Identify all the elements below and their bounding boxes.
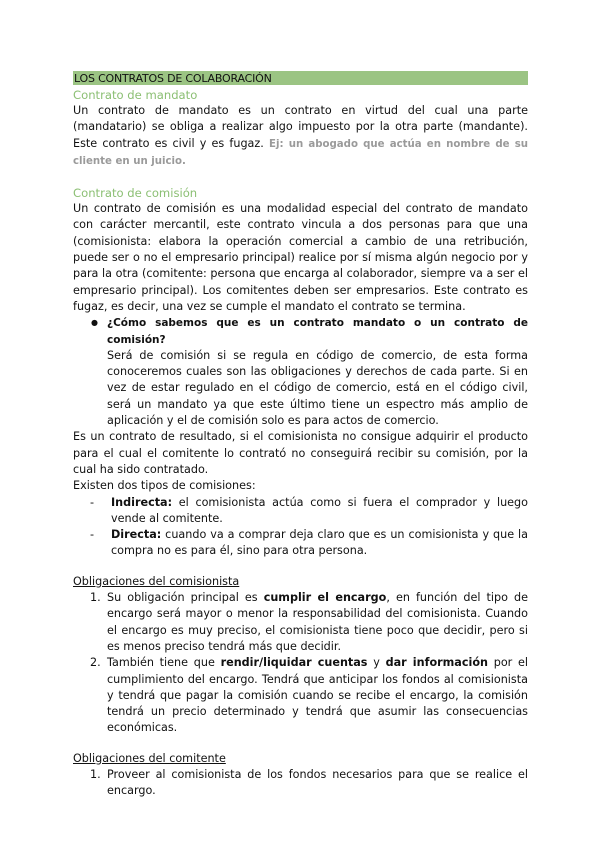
list-number: 1.: [90, 591, 101, 605]
item-text: Proveer al comisionista de los fondos necesarios para que se realice el encargo.: [107, 767, 528, 798]
text-directa: cuando va a comprar deja claro que es un comisionista y que la compra no es para él, sino para otra persona.: [111, 528, 528, 558]
item-post: , en función del tipo de encargo será mayor o menor la responsabilidad del comisionista. Cuando el encargo es muy preciso, el comisionista tiene poco que decidir, pero si es menos preciso tendrá más que decidir.: [107, 591, 528, 653]
term-indirecta: Indirecta:: [111, 495, 173, 509]
bullet-item-question: [73, 315, 528, 429]
document-content: [73, 71, 528, 800]
heading-obligaciones-comitente: Obligaciones del comitente: [73, 751, 226, 765]
list-number: 2.: [90, 656, 101, 670]
item-pre: Su obligación principal es: [107, 591, 264, 605]
item-mid: y: [367, 656, 386, 670]
list-item-indirecta: [73, 495, 528, 528]
tipos-intro: Existen dos tipos de comisiones:: [73, 479, 256, 493]
list-item-comitente-1: [73, 767, 528, 800]
heading-contrato-mandato: Contrato de mandato: [73, 88, 198, 102]
paragraph-resultado: Es un contrato de resultado, si el comisionista no consigue adquirir el producto para el cual el comitente lo contrató no conseguirá recibir su comisión, por la cual ha sido contratado.: [73, 430, 528, 476]
item-bold-2: dar información: [385, 656, 488, 670]
term-directa: Directa:: [111, 528, 162, 542]
bullet-question: ¿Cómo sabemos que es un contrato mandato o un contrato de comisión?: [107, 317, 528, 346]
document-title: LOS CONTRATOS DE COLABORACIÓN: [73, 71, 528, 85]
mandato-text: Un contrato de mandato es un contrato en virtud del cual una parte (mandatario) se obliga a realizar algo impuesto por la otra parte (mandante). Este contrato es civil y es fugaz.: [73, 104, 528, 150]
heading-obligaciones-comisionista: Obligaciones del comisionista: [73, 574, 240, 588]
item-bold: rendir/liquidar cuentas: [220, 656, 368, 670]
paragraph-mandato: [73, 103, 528, 170]
heading-contrato-comision: Contrato de comisión: [73, 186, 198, 201]
list-item-comisionista-2: [73, 655, 528, 736]
list-item-comisionista-1: [73, 590, 528, 655]
dash-icon: -: [90, 495, 95, 509]
dash-icon: -: [90, 528, 95, 542]
item-bold: cumplir el encargo: [263, 591, 387, 605]
list-item-directa: [73, 527, 528, 560]
bullet-icon: ●: [91, 318, 98, 328]
bullet-answer: Será de comisión si se regula en código de comercio, de esta forma conoceremos cuales son las obligaciones y derechos de cada parte. Si en vez de estar regulado en el código de comercio, está en el código civil, será un mandato ya que este último tiene un espectro más amplio de aplicación y el de comisión solo es para actos de comercio.: [107, 348, 528, 428]
text-indirecta: el comisionista actúa como si fuera el comprador y luego vende al comitente.: [111, 495, 528, 525]
mandato-example: Ej: un abogado que actúa en nombre de su cliente en un juicio.: [73, 138, 529, 167]
item-post: por el cumplimiento del encargo. Tendrá que anticipar los fondos al comisionista y tendrá que pagar la comisión cuando se recibe el encargo, la comisión tendrá un precio determinado y tendrá que asumir las consecuencias económicas.: [107, 656, 529, 735]
paragraph-comision: Un contrato de comisión es una modalidad especial del contrato de mandato con carácter mercantil, este contrato vincula a dos personas para que una (comisionista: elabora la operación comercial a cambio de una retribución, puede ser o no el empresario principal) realice por sí misma algún negocio por y para la otra (comitente: persona que encarga al colaborador, siempre va a ser el empresario principal). Los comitentes deben ser empresarios. Este contrato es fugaz, es decir, una vez se cumple el mandato el contrato se termina.: [73, 202, 528, 313]
list-number: 1.: [90, 767, 101, 781]
item-pre: También tiene que: [107, 656, 221, 670]
